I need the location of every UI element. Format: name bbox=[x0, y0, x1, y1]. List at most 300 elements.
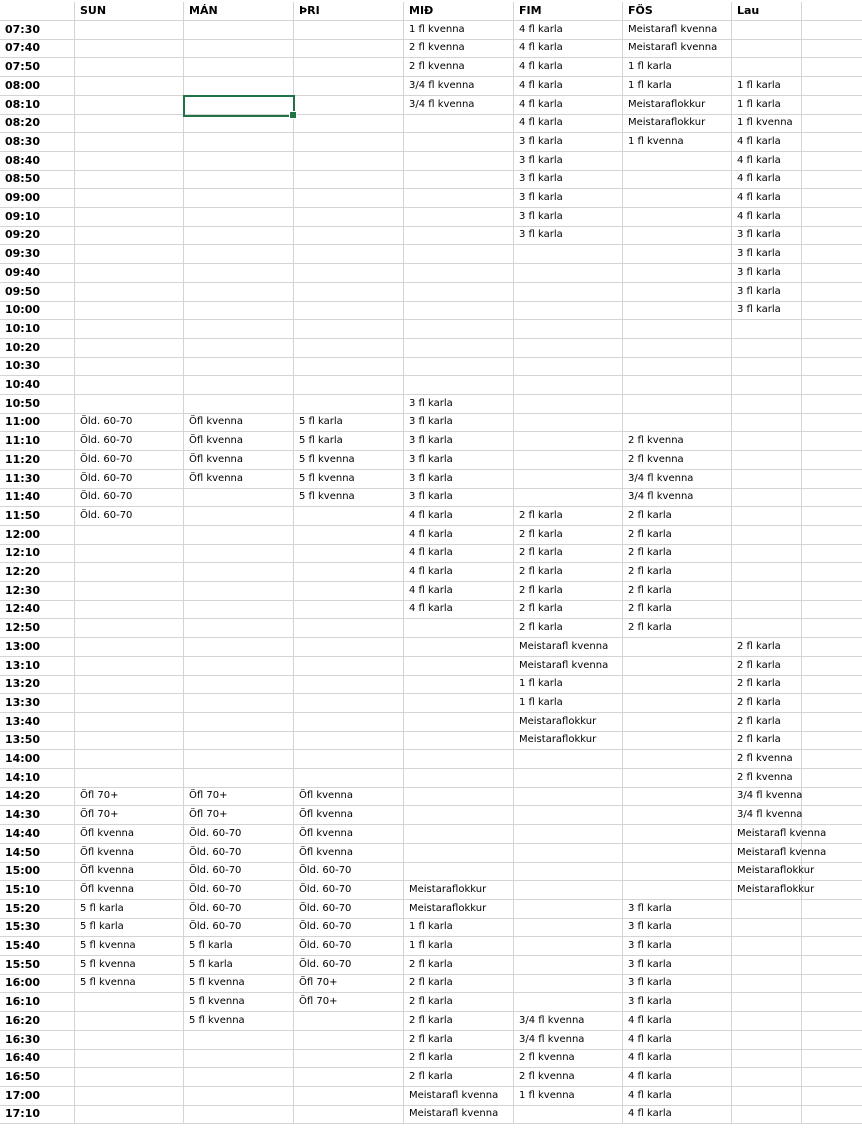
time-cell[interactable]: 12:10 bbox=[0, 544, 75, 563]
time-cell[interactable]: 15:00 bbox=[0, 862, 75, 881]
schedule-cell[interactable]: 5 fl karla bbox=[75, 918, 184, 937]
schedule-cell[interactable]: 4 fl karla bbox=[404, 507, 514, 526]
schedule-cell[interactable] bbox=[623, 825, 732, 844]
schedule-cell[interactable]: 4 fl karla bbox=[732, 133, 802, 152]
schedule-cell[interactable] bbox=[404, 657, 514, 676]
schedule-cell[interactable] bbox=[802, 189, 862, 208]
schedule-cell[interactable] bbox=[514, 769, 623, 788]
schedule-cell[interactable] bbox=[294, 189, 404, 208]
schedule-cell[interactable] bbox=[75, 1049, 184, 1068]
schedule-cell[interactable]: 1 fl karla bbox=[404, 937, 514, 956]
schedule-cell[interactable] bbox=[802, 432, 862, 451]
schedule-cell[interactable] bbox=[514, 357, 623, 376]
schedule-cell[interactable]: 2 fl karla bbox=[623, 544, 732, 563]
schedule-cell[interactable]: Öld. 60-70 bbox=[75, 432, 184, 451]
time-cell[interactable]: 13:10 bbox=[0, 657, 75, 676]
time-cell[interactable]: 16:00 bbox=[0, 974, 75, 993]
schedule-cell[interactable] bbox=[514, 451, 623, 470]
schedule-cell[interactable] bbox=[294, 21, 404, 40]
schedule-cell[interactable] bbox=[802, 1068, 862, 1087]
schedule-cell[interactable] bbox=[802, 937, 862, 956]
schedule-cell[interactable] bbox=[732, 470, 802, 489]
schedule-cell[interactable] bbox=[404, 320, 514, 339]
schedule-cell[interactable]: 1 fl karla bbox=[623, 58, 732, 77]
schedule-cell[interactable] bbox=[184, 77, 294, 96]
schedule-cell[interactable] bbox=[514, 470, 623, 489]
schedule-cell[interactable]: 5 fl kvenna bbox=[184, 1012, 294, 1031]
schedule-cell[interactable] bbox=[75, 339, 184, 358]
schedule-cell[interactable] bbox=[294, 152, 404, 171]
schedule-cell[interactable] bbox=[294, 507, 404, 526]
schedule-cell[interactable]: 3/4 fl kvenna bbox=[404, 77, 514, 96]
schedule-cell[interactable] bbox=[623, 189, 732, 208]
schedule-cell[interactable] bbox=[184, 264, 294, 283]
schedule-cell[interactable]: 5 fl kvenna bbox=[75, 956, 184, 975]
schedule-cell[interactable] bbox=[514, 320, 623, 339]
schedule-cell[interactable] bbox=[623, 264, 732, 283]
schedule-cell[interactable] bbox=[184, 694, 294, 713]
schedule-cell[interactable]: Öfl 70+ bbox=[75, 806, 184, 825]
schedule-cell[interactable]: Öld. 60-70 bbox=[184, 900, 294, 919]
schedule-cell[interactable]: 3/4 fl kvenna bbox=[623, 470, 732, 489]
schedule-cell[interactable]: Öld. 60-70 bbox=[294, 900, 404, 919]
schedule-cell[interactable]: Öfl kvenna bbox=[75, 862, 184, 881]
time-cell[interactable]: 08:00 bbox=[0, 77, 75, 96]
schedule-cell[interactable]: Öfl kvenna bbox=[294, 844, 404, 863]
schedule-cell[interactable]: Öld. 60-70 bbox=[184, 862, 294, 881]
schedule-cell[interactable]: 2 fl karla bbox=[732, 731, 802, 750]
schedule-cell[interactable] bbox=[184, 133, 294, 152]
schedule-cell[interactable]: 5 fl kvenna bbox=[75, 937, 184, 956]
schedule-cell[interactable]: 2 fl karla bbox=[514, 563, 623, 582]
schedule-cell[interactable] bbox=[184, 301, 294, 320]
schedule-cell[interactable] bbox=[404, 133, 514, 152]
schedule-cell[interactable] bbox=[404, 638, 514, 657]
time-cell[interactable]: 08:20 bbox=[0, 114, 75, 133]
schedule-cell[interactable] bbox=[75, 731, 184, 750]
schedule-cell[interactable] bbox=[75, 1068, 184, 1087]
schedule-cell[interactable] bbox=[294, 133, 404, 152]
schedule-cell[interactable]: Öld. 60-70 bbox=[184, 825, 294, 844]
schedule-cell[interactable] bbox=[514, 376, 623, 395]
schedule-cell[interactable] bbox=[75, 657, 184, 676]
schedule-cell[interactable] bbox=[294, 731, 404, 750]
schedule-cell[interactable] bbox=[732, 488, 802, 507]
schedule-cell[interactable] bbox=[75, 619, 184, 638]
schedule-cell[interactable] bbox=[184, 507, 294, 526]
schedule-cell[interactable] bbox=[184, 1087, 294, 1106]
schedule-cell[interactable] bbox=[623, 245, 732, 264]
schedule-cell[interactable] bbox=[732, 451, 802, 470]
schedule-cell[interactable] bbox=[75, 675, 184, 694]
schedule-cell[interactable]: 5 fl kvenna bbox=[294, 451, 404, 470]
schedule-cell[interactable] bbox=[294, 77, 404, 96]
schedule-cell[interactable]: 4 fl karla bbox=[514, 58, 623, 77]
schedule-cell[interactable]: 2 fl karla bbox=[732, 713, 802, 732]
schedule-cell[interactable]: Öld. 60-70 bbox=[184, 844, 294, 863]
schedule-cell[interactable]: Öfl kvenna bbox=[75, 825, 184, 844]
time-cell[interactable]: 11:30 bbox=[0, 470, 75, 489]
schedule-cell[interactable] bbox=[184, 600, 294, 619]
schedule-cell[interactable] bbox=[732, 413, 802, 432]
schedule-cell[interactable]: 2 fl kvenna bbox=[623, 432, 732, 451]
schedule-cell[interactable] bbox=[404, 787, 514, 806]
schedule-cell[interactable] bbox=[184, 320, 294, 339]
schedule-cell[interactable] bbox=[514, 395, 623, 414]
schedule-cell[interactable] bbox=[802, 526, 862, 545]
schedule-cell[interactable] bbox=[802, 993, 862, 1012]
time-cell[interactable]: 16:50 bbox=[0, 1068, 75, 1087]
schedule-cell[interactable]: 1 fl karla bbox=[732, 96, 802, 115]
schedule-cell[interactable] bbox=[75, 283, 184, 302]
schedule-cell[interactable]: 3 fl karla bbox=[404, 470, 514, 489]
schedule-cell[interactable] bbox=[404, 189, 514, 208]
schedule-cell[interactable] bbox=[294, 713, 404, 732]
schedule-cell[interactable]: 2 fl karla bbox=[404, 993, 514, 1012]
schedule-cell[interactable]: 2 fl karla bbox=[404, 1049, 514, 1068]
schedule-cell[interactable] bbox=[514, 825, 623, 844]
schedule-cell[interactable]: 2 fl kvenna bbox=[623, 451, 732, 470]
time-cell[interactable]: 10:10 bbox=[0, 320, 75, 339]
schedule-cell[interactable] bbox=[514, 900, 623, 919]
schedule-cell[interactable]: 3/4 fl kvenna bbox=[404, 96, 514, 115]
schedule-cell[interactable]: 3 fl karla bbox=[404, 488, 514, 507]
schedule-cell[interactable]: 5 fl kvenna bbox=[294, 470, 404, 489]
schedule-cell[interactable] bbox=[623, 806, 732, 825]
time-cell[interactable]: 09:50 bbox=[0, 283, 75, 302]
schedule-cell[interactable] bbox=[802, 731, 862, 750]
schedule-cell[interactable] bbox=[75, 1087, 184, 1106]
schedule-cell[interactable] bbox=[623, 675, 732, 694]
schedule-cell[interactable]: 4 fl karla bbox=[514, 21, 623, 40]
schedule-cell[interactable] bbox=[75, 320, 184, 339]
schedule-cell[interactable]: 1 fl karla bbox=[404, 918, 514, 937]
schedule-cell[interactable]: Meistarafl kvenna bbox=[732, 844, 802, 863]
schedule-cell[interactable] bbox=[732, 1087, 802, 1106]
schedule-cell[interactable] bbox=[184, 750, 294, 769]
schedule-cell[interactable] bbox=[623, 301, 732, 320]
schedule-cell[interactable] bbox=[802, 77, 862, 96]
time-cell[interactable]: 11:10 bbox=[0, 432, 75, 451]
schedule-cell[interactable]: Öld. 60-70 bbox=[294, 937, 404, 956]
schedule-cell[interactable] bbox=[802, 657, 862, 676]
time-cell[interactable]: 13:00 bbox=[0, 638, 75, 657]
schedule-cell[interactable] bbox=[294, 357, 404, 376]
time-cell[interactable]: 09:20 bbox=[0, 226, 75, 245]
schedule-cell[interactable] bbox=[732, 1049, 802, 1068]
time-cell[interactable]: 15:10 bbox=[0, 881, 75, 900]
schedule-cell[interactable] bbox=[184, 226, 294, 245]
schedule-cell[interactable]: 4 fl karla bbox=[404, 526, 514, 545]
schedule-cell[interactable]: 4 fl karla bbox=[623, 1068, 732, 1087]
schedule-cell[interactable] bbox=[294, 339, 404, 358]
schedule-cell[interactable] bbox=[294, 58, 404, 77]
schedule-cell[interactable]: 5 fl karla bbox=[294, 413, 404, 432]
schedule-cell[interactable]: Öfl 70+ bbox=[184, 806, 294, 825]
schedule-cell[interactable] bbox=[75, 21, 184, 40]
time-cell[interactable]: 12:40 bbox=[0, 600, 75, 619]
schedule-cell[interactable] bbox=[75, 544, 184, 563]
schedule-cell[interactable] bbox=[802, 600, 862, 619]
time-cell[interactable]: 15:40 bbox=[0, 937, 75, 956]
schedule-cell[interactable] bbox=[294, 694, 404, 713]
schedule-cell[interactable] bbox=[732, 58, 802, 77]
schedule-cell[interactable]: 2 fl karla bbox=[514, 582, 623, 601]
schedule-cell[interactable]: 4 fl karla bbox=[404, 600, 514, 619]
time-cell[interactable]: 11:00 bbox=[0, 413, 75, 432]
schedule-cell[interactable]: Meistarafl kvenna bbox=[404, 1087, 514, 1106]
schedule-cell[interactable] bbox=[802, 694, 862, 713]
time-cell[interactable]: 10:40 bbox=[0, 376, 75, 395]
time-cell[interactable]: 13:20 bbox=[0, 675, 75, 694]
schedule-cell[interactable] bbox=[75, 1105, 184, 1124]
schedule-cell[interactable] bbox=[75, 526, 184, 545]
schedule-cell[interactable] bbox=[802, 1031, 862, 1050]
schedule-cell[interactable] bbox=[294, 769, 404, 788]
schedule-cell[interactable] bbox=[75, 1012, 184, 1031]
schedule-cell[interactable]: 4 fl karla bbox=[623, 1087, 732, 1106]
schedule-cell[interactable] bbox=[802, 376, 862, 395]
schedule-cell[interactable]: 4 fl karla bbox=[732, 152, 802, 171]
time-cell[interactable]: 09:10 bbox=[0, 208, 75, 227]
schedule-cell[interactable]: 4 fl karla bbox=[623, 1031, 732, 1050]
schedule-cell[interactable]: 4 fl karla bbox=[623, 1049, 732, 1068]
schedule-cell[interactable] bbox=[802, 750, 862, 769]
schedule-cell[interactable]: Öld. 60-70 bbox=[75, 413, 184, 432]
schedule-cell[interactable]: 3/4 fl kvenna bbox=[623, 488, 732, 507]
schedule-cell[interactable] bbox=[802, 619, 862, 638]
schedule-cell[interactable] bbox=[184, 1049, 294, 1068]
schedule-cell[interactable] bbox=[623, 657, 732, 676]
schedule-cell[interactable]: 3 fl karla bbox=[404, 451, 514, 470]
schedule-cell[interactable]: Öld. 60-70 bbox=[75, 507, 184, 526]
time-cell[interactable]: 08:40 bbox=[0, 152, 75, 171]
time-cell[interactable]: 11:20 bbox=[0, 451, 75, 470]
time-cell[interactable]: 12:20 bbox=[0, 563, 75, 582]
schedule-cell[interactable]: 3 fl karla bbox=[623, 900, 732, 919]
schedule-cell[interactable]: 3 fl karla bbox=[732, 264, 802, 283]
schedule-cell[interactable] bbox=[75, 39, 184, 58]
schedule-cell[interactable] bbox=[802, 245, 862, 264]
schedule-cell[interactable]: Öfl kvenna bbox=[294, 825, 404, 844]
schedule-cell[interactable]: Öfl kvenna bbox=[184, 432, 294, 451]
schedule-cell[interactable]: 3 fl karla bbox=[623, 974, 732, 993]
schedule-cell[interactable]: 3/4 fl kvenna bbox=[514, 1012, 623, 1031]
schedule-cell[interactable] bbox=[623, 357, 732, 376]
schedule-cell[interactable] bbox=[623, 395, 732, 414]
schedule-cell[interactable] bbox=[732, 1012, 802, 1031]
schedule-cell[interactable] bbox=[623, 787, 732, 806]
schedule-cell[interactable] bbox=[732, 376, 802, 395]
schedule-cell[interactable]: 2 fl karla bbox=[732, 638, 802, 657]
schedule-cell[interactable] bbox=[514, 881, 623, 900]
schedule-cell[interactable] bbox=[802, 301, 862, 320]
schedule-cell[interactable] bbox=[75, 638, 184, 657]
schedule-cell[interactable] bbox=[75, 993, 184, 1012]
schedule-cell[interactable]: Meistaraflokkur bbox=[732, 862, 802, 881]
schedule-cell[interactable]: Meistarafl kvenna bbox=[623, 39, 732, 58]
schedule-cell[interactable] bbox=[732, 974, 802, 993]
schedule-cell[interactable]: 4 fl karla bbox=[732, 170, 802, 189]
time-cell[interactable]: 11:50 bbox=[0, 507, 75, 526]
schedule-cell[interactable]: Meistaraflokkur bbox=[514, 713, 623, 732]
schedule-cell[interactable]: Meistaraflokkur bbox=[623, 114, 732, 133]
schedule-cell[interactable] bbox=[802, 470, 862, 489]
schedule-cell[interactable] bbox=[802, 413, 862, 432]
schedule-cell[interactable]: 2 fl karla bbox=[623, 582, 732, 601]
schedule-cell[interactable] bbox=[75, 694, 184, 713]
schedule-cell[interactable] bbox=[802, 956, 862, 975]
schedule-cell[interactable] bbox=[404, 806, 514, 825]
schedule-cell[interactable] bbox=[75, 713, 184, 732]
schedule-cell[interactable]: Öfl kvenna bbox=[184, 451, 294, 470]
time-cell[interactable]: 10:20 bbox=[0, 339, 75, 358]
schedule-cell[interactable] bbox=[623, 283, 732, 302]
schedule-cell[interactable] bbox=[75, 114, 184, 133]
schedule-cell[interactable] bbox=[732, 563, 802, 582]
schedule-cell[interactable] bbox=[514, 750, 623, 769]
schedule-cell[interactable] bbox=[802, 21, 862, 40]
schedule-cell[interactable] bbox=[75, 600, 184, 619]
schedule-cell[interactable]: Öfl kvenna bbox=[184, 470, 294, 489]
schedule-cell[interactable]: Öfl kvenna bbox=[184, 413, 294, 432]
time-cell[interactable]: 16:40 bbox=[0, 1049, 75, 1068]
schedule-cell[interactable] bbox=[514, 1105, 623, 1124]
schedule-cell[interactable] bbox=[404, 264, 514, 283]
schedule-cell[interactable] bbox=[514, 844, 623, 863]
schedule-cell[interactable]: 3 fl karla bbox=[514, 189, 623, 208]
schedule-cell[interactable]: 1 fl karla bbox=[623, 77, 732, 96]
schedule-cell[interactable]: 1 fl karla bbox=[732, 77, 802, 96]
schedule-cell[interactable]: 3 fl karla bbox=[404, 395, 514, 414]
time-cell[interactable]: 14:40 bbox=[0, 825, 75, 844]
schedule-cell[interactable] bbox=[75, 769, 184, 788]
schedule-cell[interactable] bbox=[732, 1105, 802, 1124]
schedule-cell[interactable] bbox=[514, 974, 623, 993]
schedule-cell[interactable] bbox=[802, 152, 862, 171]
schedule-cell[interactable] bbox=[802, 638, 862, 657]
schedule-cell[interactable] bbox=[623, 731, 732, 750]
schedule-cell[interactable] bbox=[184, 563, 294, 582]
schedule-cell[interactable] bbox=[184, 582, 294, 601]
schedule-cell[interactable] bbox=[732, 1031, 802, 1050]
schedule-cell[interactable] bbox=[623, 694, 732, 713]
schedule-cell[interactable]: 2 fl karla bbox=[732, 675, 802, 694]
schedule-cell[interactable] bbox=[294, 1068, 404, 1087]
schedule-cell[interactable] bbox=[75, 582, 184, 601]
schedule-cell[interactable] bbox=[623, 152, 732, 171]
schedule-cell[interactable] bbox=[802, 226, 862, 245]
schedule-cell[interactable] bbox=[404, 114, 514, 133]
time-cell[interactable]: 09:00 bbox=[0, 189, 75, 208]
schedule-cell[interactable] bbox=[802, 713, 862, 732]
schedule-cell[interactable] bbox=[802, 208, 862, 227]
schedule-cell[interactable] bbox=[802, 881, 862, 900]
schedule-cell[interactable] bbox=[404, 226, 514, 245]
schedule-cell[interactable] bbox=[184, 245, 294, 264]
schedule-cell[interactable]: Meistarafl kvenna bbox=[514, 657, 623, 676]
schedule-cell[interactable] bbox=[294, 582, 404, 601]
schedule-cell[interactable]: 4 fl karla bbox=[623, 1012, 732, 1031]
schedule-cell[interactable] bbox=[404, 844, 514, 863]
schedule-cell[interactable] bbox=[404, 731, 514, 750]
schedule-cell[interactable] bbox=[802, 395, 862, 414]
schedule-cell[interactable] bbox=[294, 283, 404, 302]
time-cell[interactable]: 07:50 bbox=[0, 58, 75, 77]
schedule-cell[interactable]: 3 fl karla bbox=[732, 226, 802, 245]
schedule-cell[interactable] bbox=[75, 77, 184, 96]
schedule-cell[interactable] bbox=[514, 862, 623, 881]
schedule-cell[interactable] bbox=[802, 320, 862, 339]
time-cell[interactable]: 13:30 bbox=[0, 694, 75, 713]
schedule-cell[interactable] bbox=[732, 432, 802, 451]
schedule-cell[interactable] bbox=[802, 1049, 862, 1068]
schedule-cell[interactable]: 3 fl karla bbox=[623, 956, 732, 975]
schedule-cell[interactable] bbox=[294, 563, 404, 582]
schedule-cell[interactable] bbox=[184, 713, 294, 732]
schedule-cell[interactable] bbox=[294, 264, 404, 283]
schedule-cell[interactable] bbox=[75, 189, 184, 208]
schedule-cell[interactable] bbox=[404, 675, 514, 694]
schedule-cell[interactable] bbox=[623, 713, 732, 732]
time-cell[interactable]: 14:00 bbox=[0, 750, 75, 769]
time-cell[interactable]: 12:50 bbox=[0, 619, 75, 638]
time-cell[interactable]: 16:10 bbox=[0, 993, 75, 1012]
schedule-cell[interactable]: 5 fl kvenna bbox=[184, 974, 294, 993]
schedule-cell[interactable]: 2 fl karla bbox=[732, 657, 802, 676]
schedule-cell[interactable]: 2 fl karla bbox=[514, 526, 623, 545]
schedule-cell[interactable] bbox=[75, 357, 184, 376]
time-cell[interactable]: 17:00 bbox=[0, 1087, 75, 1106]
schedule-cell[interactable]: 2 fl karla bbox=[404, 974, 514, 993]
schedule-cell[interactable]: 5 fl kvenna bbox=[294, 488, 404, 507]
schedule-cell[interactable]: 4 fl karla bbox=[404, 563, 514, 582]
schedule-cell[interactable] bbox=[294, 638, 404, 657]
schedule-cell[interactable] bbox=[514, 301, 623, 320]
schedule-cell[interactable] bbox=[294, 619, 404, 638]
time-cell[interactable]: 14:20 bbox=[0, 787, 75, 806]
schedule-cell[interactable] bbox=[184, 339, 294, 358]
schedule-cell[interactable] bbox=[623, 413, 732, 432]
schedule-cell[interactable] bbox=[802, 675, 862, 694]
schedule-cell[interactable]: 4 fl karla bbox=[514, 114, 623, 133]
schedule-cell[interactable] bbox=[802, 451, 862, 470]
schedule-cell[interactable]: 2 fl karla bbox=[623, 507, 732, 526]
schedule-cell[interactable] bbox=[404, 825, 514, 844]
schedule-cell[interactable]: 3 fl karla bbox=[404, 413, 514, 432]
selected-cell-outline[interactable] bbox=[183, 95, 295, 117]
schedule-cell[interactable]: 4 fl karla bbox=[514, 39, 623, 58]
schedule-cell[interactable]: 4 fl karla bbox=[514, 77, 623, 96]
schedule-cell[interactable] bbox=[802, 133, 862, 152]
schedule-cell[interactable]: Öld. 60-70 bbox=[184, 918, 294, 937]
schedule-cell[interactable]: 5 fl karla bbox=[75, 900, 184, 919]
schedule-cell[interactable] bbox=[404, 376, 514, 395]
schedule-cell[interactable] bbox=[294, 657, 404, 676]
schedule-cell[interactable]: Öfl kvenna bbox=[294, 806, 404, 825]
schedule-cell[interactable]: 3 fl karla bbox=[732, 283, 802, 302]
schedule-cell[interactable] bbox=[75, 133, 184, 152]
schedule-cell[interactable]: 2 fl karla bbox=[623, 619, 732, 638]
schedule-cell[interactable] bbox=[623, 638, 732, 657]
schedule-cell[interactable] bbox=[184, 376, 294, 395]
schedule-cell[interactable] bbox=[294, 320, 404, 339]
schedule-cell[interactable] bbox=[184, 619, 294, 638]
time-cell[interactable]: 08:10 bbox=[0, 96, 75, 115]
schedule-cell[interactable] bbox=[802, 544, 862, 563]
schedule-cell[interactable] bbox=[802, 114, 862, 133]
schedule-cell[interactable] bbox=[802, 170, 862, 189]
